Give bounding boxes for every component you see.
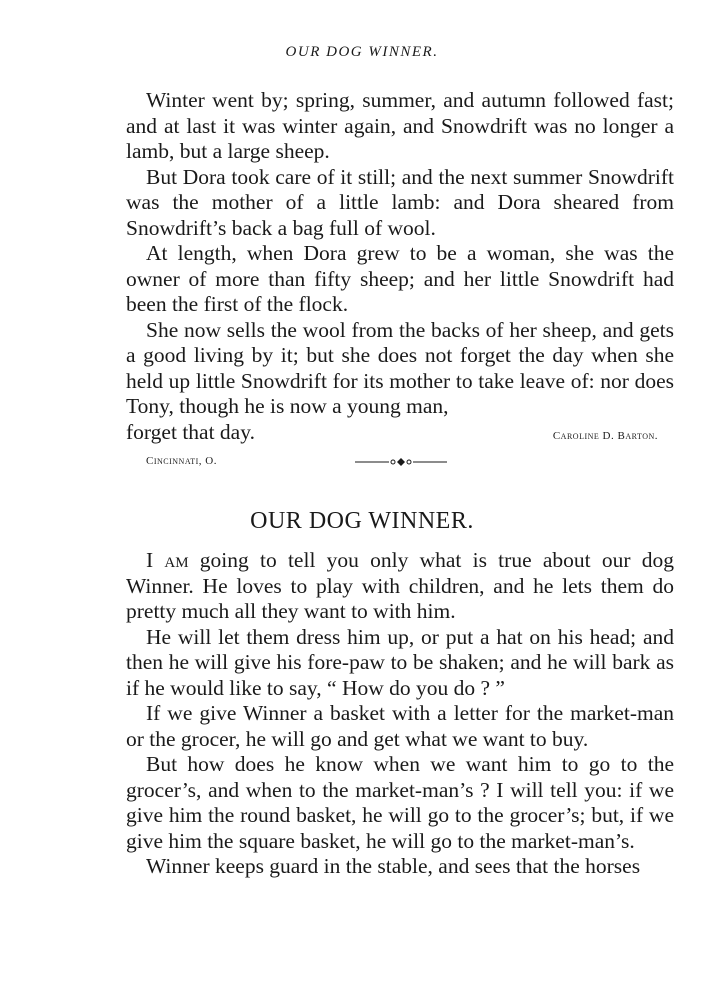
paragraph: Winter went by; spring, summer, and autumn followed fast; and at last it was winter again, and Snowdrift was no longer a lamb, but a large sheep.: [126, 88, 674, 163]
paragraph: Winner keeps guard in the stable, and sees that the horses: [146, 854, 641, 878]
closing-line: forget that day.: [126, 419, 255, 444]
story-text: [126, 548, 674, 880]
paragraph: She now sells the wool from the backs of her sheep, and gets a good living by it; but she does not forget the day when she held up little Snowdrift for its mother to take leave of: nor does Tony, though he is now a young man,: [126, 317, 674, 418]
paragraph-text: going to tell you only what is true about our dog Winner. He loves to play with children, and he lets them do pretty much all they want to with him.: [126, 548, 674, 623]
first-words: I am: [146, 548, 189, 572]
paragraph: If we give Winner a basket with a letter for the market-man or the grocer, he will go and get what we want to buy.: [126, 701, 674, 751]
paragraph: But Dora took care of it still; and the next summer Snowdrift was the mother of a little lamb: and Dora sheared from Snowdrift’s back a bag full of wool.: [126, 164, 674, 240]
closing-line-row: [126, 420, 674, 450]
story-title: OUR DOG WINNER.: [250, 508, 474, 534]
paragraph: At length, when Dora grew to be a woman, she was the owner of more than fifty sheep; and her little Snowdrift had been the first of the flock.: [126, 241, 674, 316]
author-signature: Caroline D. Barton.: [552, 429, 658, 442]
paragraph: He will let them dress him up, or put a hat on his head; and then he will give his fore-paw to be shaken; and he will bark as if he would like to say, “ How do you do ? ”: [126, 624, 674, 700]
paragraph: [126, 548, 674, 625]
ornament-divider: [355, 455, 447, 469]
place-line: Cincinnati, O.: [146, 455, 217, 467]
running-head: OUR DOG WINNER.: [285, 44, 439, 60]
paragraph: But how does he know when we want him to go to the grocer’s, and when to the market-man’s ? I will tell you: if we give him the round basket, he will go to the grocer’s; but, if we give him the square basket, he will go to the market-man’s.: [126, 752, 674, 853]
previous-story-text: [126, 88, 674, 449]
